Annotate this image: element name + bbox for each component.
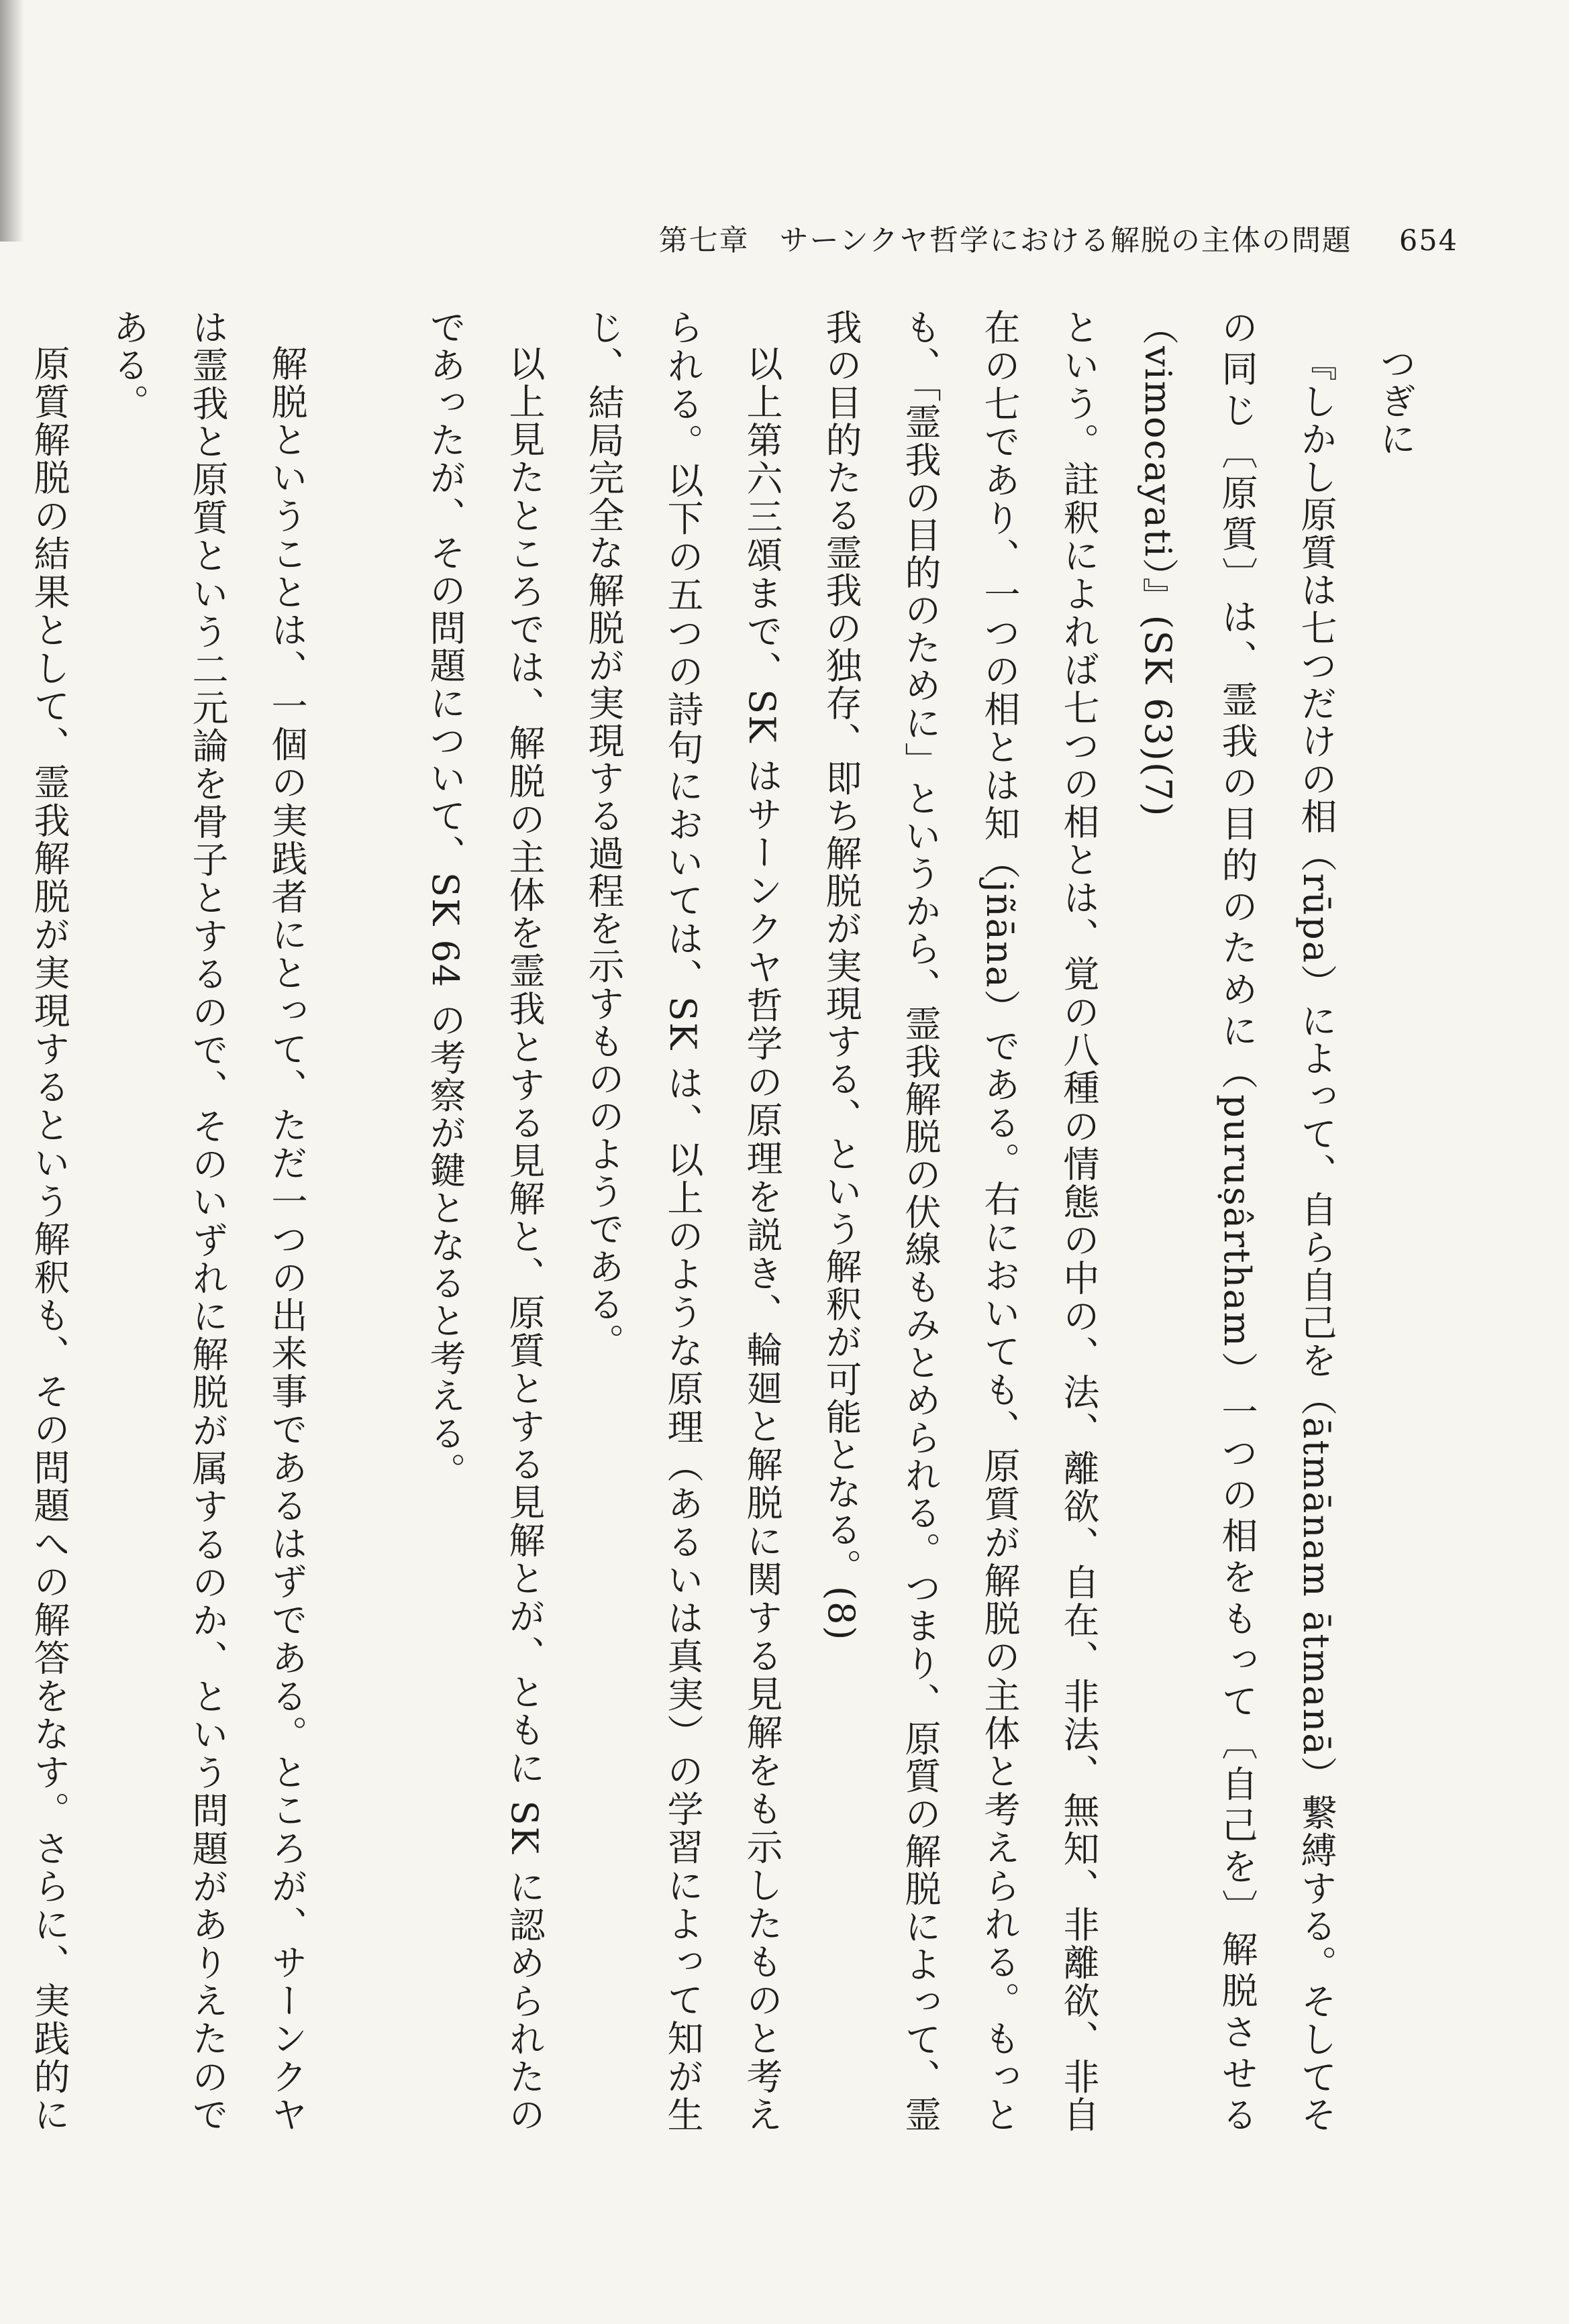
- paragraph-sk64-key: 以上見たところでは、解脱の主体を霊我とする見解と、原質とする見解とが、ともに SK に認められたのであったが、その問題について、SK 64 の考察が鍵となると考える。: [424, 309, 546, 2133]
- page-number: 654: [1399, 224, 1458, 258]
- paragraph-intro: つぎに: [1374, 345, 1417, 458]
- body-text: [28, 309, 1435, 2133]
- quote-sk63: 『しかし原質は七つだけの相（rūpa）によって、自ら自己を（ātmānam ātmanā）繋縛する。そしてその同じ〔原質〕は、霊我の目的のために（puruṣârtham）一つの相をもって〔自己を〕解脱させる（vimocayati）』(SK 63)(7): [1137, 309, 1337, 2133]
- paragraph-liberation: 解脱ということは、一個の実践者にとって、ただ一つの出来事であるはずである。ところが、サーンクヤは霊我と原質という二元論を骨子とするので、そのいずれに解脱が属するのか、という問題がありえたのである。: [107, 309, 308, 2133]
- paragraph-commentary: という。註釈によれば七つの相とは、覚の八種の情態の中の、法、離欲、自在、非法、無知、非離欲、非自在の七であり、一つの相とは知（jñāna）である。右においても、原質が解脱の主体と考えられる。もっとも、「霊我の目的のために」というから、霊我解脱の伏線もみとめられる。つまり、原質の解脱によって、霊我の目的たる霊我の独存、即ち解脱が実現する、という解釈が可能となる。(8): [820, 309, 1100, 2133]
- chapter-title: 第七章 サーンクヤ哲学における解脱の主体の問題: [658, 224, 1352, 258]
- scan-shadow: [0, 0, 24, 242]
- paragraph-result: 原質解脱の結果として、霊我解脱が実現するという解釈も、その問題への解答をなす。さらに、実践的に: [28, 345, 70, 2133]
- paragraph-sk63-summary: 以上第六三頌まで、SK はサーンクヤ哲学の原理を説き、輪廻と解脱に関する見解をも示したものと考えられる。以下の五つの詩句においては、SK は、以上のような原理（あるいは真実）の学習によって知が生じ、結局完全な解脱が実現する過程を示すもののようである。: [583, 309, 783, 2133]
- running-header: [659, 218, 1458, 259]
